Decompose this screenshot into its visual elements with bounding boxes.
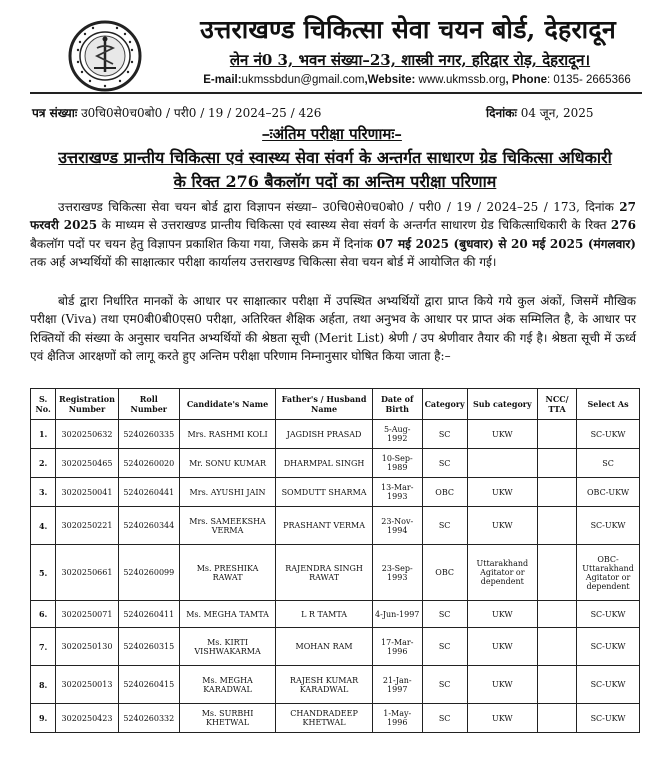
col-header-sno: S. No. <box>31 389 56 420</box>
cell-select-as: OBC-Uttarakhand Agitator or dependent <box>577 545 640 601</box>
cell-father: JAGDISH PRASAD <box>276 420 373 449</box>
cell-subcategory: UKW <box>467 478 537 507</box>
cell-sno: 6. <box>31 601 56 628</box>
cell-select-as: SC-UKW <box>577 628 640 666</box>
cell-registration: 3020250632 <box>56 420 118 449</box>
table-row <box>31 601 640 628</box>
cell-dob: 10-Sep-1989 <box>372 449 422 478</box>
cell-roll: 5240260344 <box>118 507 179 545</box>
cell-dob: 1-May-1996 <box>372 704 422 733</box>
cell-category: OBC <box>422 545 467 601</box>
cell-subcategory <box>467 449 537 478</box>
cell-sno: 8. <box>31 666 56 704</box>
table-row <box>31 449 640 478</box>
cell-registration: 3020250071 <box>56 601 118 628</box>
cell-sno: 2. <box>31 449 56 478</box>
cell-dob: 5-Aug-1992 <box>372 420 422 449</box>
cell-select-as: SC-UKW <box>577 420 640 449</box>
cell-ncc-tta <box>537 666 576 704</box>
table-row <box>31 545 640 601</box>
cell-select-as: SC-UKW <box>577 507 640 545</box>
cell-registration: 3020250130 <box>56 628 118 666</box>
cell-subcategory: UKW <box>467 666 537 704</box>
cell-category: SC <box>422 449 467 478</box>
subject-line-1: उत्तराखण्ड प्रान्तीय चिकित्सा एवं स्वास्थ्य सेवा संवर्ग के अन्तर्गत साधारण ग्रेड चिकित्सा अधिकारी <box>58 148 612 167</box>
cell-candidate: Ms. PRESHIKA RAWAT <box>179 545 275 601</box>
cell-registration: 3020250013 <box>56 666 118 704</box>
cell-ncc-tta <box>537 545 576 601</box>
cell-father: RAJESH KUMAR KARADWAL <box>276 666 373 704</box>
board-emblem-logo <box>68 20 142 92</box>
cell-subcategory: UKW <box>467 628 537 666</box>
cell-roll: 5240260020 <box>118 449 179 478</box>
cell-sno: 5. <box>31 545 56 601</box>
col-header-registration: Registration Number <box>56 389 118 420</box>
cell-candidate: Mr. SONU KUMAR <box>179 449 275 478</box>
cell-registration: 3020250661 <box>56 545 118 601</box>
cell-father: RAJENDRA SINGH RAWAT <box>276 545 373 601</box>
table-row <box>31 478 640 507</box>
para1-text-1: उत्तराखण्ड चिकित्सा सेवा चयन बोर्ड द्वारा विज्ञापन संख्या– उ0चि0से0च0बो0 / परी0 / 19 / 2024–25 / 173, दिनांक <box>58 200 620 214</box>
cell-ncc-tta <box>537 507 576 545</box>
results-table-body <box>31 420 640 733</box>
cell-roll: 5240260099 <box>118 545 179 601</box>
para1-text-4: तक अर्ह अभ्यर्थियों की साक्षात्कार परीक्षा कार्यालय उत्तराखण्ड चिकित्सा सेवा चयन बोर्ड में आयोजित की गई। <box>30 254 497 269</box>
cell-subcategory: UKW <box>467 420 537 449</box>
col-header-dob: Date of Birth <box>372 389 422 420</box>
cell-subcategory: Uttarakhand Agitator or dependent <box>467 545 537 601</box>
cell-select-as: SC-UKW <box>577 666 640 704</box>
cell-father: SOMDUTT SHARMA <box>276 478 373 507</box>
cell-roll: 5240260335 <box>118 420 179 449</box>
cell-ncc-tta <box>537 478 576 507</box>
cell-father: MOHAN RAM <box>276 628 373 666</box>
para1-text-3: बैकलॉग पदों पर चयन हेतु विज्ञापन प्रकाशित किया गया, जिसके क्रम में दिनांक <box>30 236 377 251</box>
letter-number <box>32 104 321 121</box>
cell-father: DHARMPAL SINGH <box>276 449 373 478</box>
subject-line-2: के रिक्त 276 बैकलॉग पदों का अन्तिम परीक्षा परिणाम <box>173 172 497 191</box>
email-link[interactable]: ukmssbdun@gmail.com <box>241 74 365 86</box>
col-header-category: Category <box>422 389 467 420</box>
cell-sno: 3. <box>31 478 56 507</box>
contact-line <box>182 74 652 86</box>
col-header-select-as: Select As <box>577 389 640 420</box>
cell-category: OBC <box>422 478 467 507</box>
cell-category: SC <box>422 420 467 449</box>
cell-dob: 17-Mar-1996 <box>372 628 422 666</box>
cell-registration: 3020250465 <box>56 449 118 478</box>
cell-select-as: SC-UKW <box>577 601 640 628</box>
cell-ncc-tta <box>537 601 576 628</box>
col-header-candidate: Candidate's Name <box>179 389 275 420</box>
cell-roll: 5240260315 <box>118 628 179 666</box>
para1-bold-interview-dates: 07 मई 2025 (बुधवार) से 20 मई 2025 (मंगलवार) <box>376 236 636 251</box>
cell-subcategory: UKW <box>467 507 537 545</box>
cell-candidate: Ms. SURBHI KHETWAL <box>179 704 275 733</box>
col-header-subcategory: Sub category <box>467 389 537 420</box>
cell-category: SC <box>422 601 467 628</box>
cell-roll: 5240260441 <box>118 478 179 507</box>
para1-bold-count: 276 <box>610 218 636 233</box>
cell-candidate: Ms. MEGHA KARADWAL <box>179 666 275 704</box>
website-link[interactable]: www.ukmssb.org <box>415 74 506 86</box>
letter-date <box>486 104 594 121</box>
cell-ncc-tta <box>537 449 576 478</box>
cell-registration: 3020250423 <box>56 704 118 733</box>
result-heading: –ःअंतिम परीक्षा परिणामः– <box>262 125 402 143</box>
cell-sno: 4. <box>31 507 56 545</box>
phone-number: : 0135- 2665366 <box>547 74 631 86</box>
cell-candidate: Ms. MEGHA TAMTA <box>179 601 275 628</box>
header-divider <box>30 92 642 94</box>
table-row <box>31 704 640 733</box>
para1-text-2: के माध्यम से उत्तराखण्ड प्रान्तीय चिकित्सा एवं स्वास्थ्य सेवा संवर्ग के अन्तर्गत साधारण ग्रेड चिकित्साधिकारी के रिक्त <box>97 218 611 233</box>
email-label: E-mail: <box>203 74 242 86</box>
cell-ncc-tta <box>537 704 576 733</box>
cell-candidate: Mrs. SAMEEKSHA VERMA <box>179 507 275 545</box>
cell-subcategory: UKW <box>467 601 537 628</box>
cell-sno: 7. <box>31 628 56 666</box>
para1-bold-date: 27 फरवरी 2025 <box>30 200 636 233</box>
col-header-ncc-tta: NCC/ TTA <box>537 389 576 420</box>
cell-select-as: SC-UKW <box>577 704 640 733</box>
cell-father: CHANDRADEEP KHETWAL <box>276 704 373 733</box>
cell-registration: 3020250221 <box>56 507 118 545</box>
cell-candidate: Mrs. AYUSHI JAIN <box>179 478 275 507</box>
cell-roll: 5240260332 <box>118 704 179 733</box>
table-row <box>31 507 640 545</box>
cell-ncc-tta <box>537 420 576 449</box>
cell-father: L R TAMTA <box>276 601 373 628</box>
letter-date-label: दिनांकः <box>486 106 517 120</box>
letter-number-value: उ0चि0से0च0बो0 / परी0 / 19 / 2024–25 / 426 <box>77 106 322 120</box>
cell-dob: 13-Mar-1993 <box>372 478 422 507</box>
cell-roll: 5240260411 <box>118 601 179 628</box>
table-row <box>31 420 640 449</box>
cell-dob: 4-Jun-1997 <box>372 601 422 628</box>
cell-father: PRASHANT VERMA <box>276 507 373 545</box>
cell-category: SC <box>422 507 467 545</box>
cell-dob: 23-Sep-1993 <box>372 545 422 601</box>
table-header-row <box>31 389 640 420</box>
website-label: ,Website: <box>364 74 416 86</box>
cell-candidate: Mrs. RASHMI KOLI <box>179 420 275 449</box>
letter-date-value: 04 जून, 2025 <box>516 106 594 120</box>
cell-select-as: SC <box>577 449 640 478</box>
cell-category: SC <box>422 704 467 733</box>
paragraph-advertisement <box>30 198 636 271</box>
cell-candidate: Ms. KIRTI VISHWAKARMA <box>179 628 275 666</box>
organization-title: उत्तराखण्ड चिकित्सा सेवा चयन बोर्ड, देहरादून <box>200 15 616 44</box>
col-header-father: Father's / Husband Name <box>276 389 373 420</box>
cell-sno: 9. <box>31 704 56 733</box>
cell-category: SC <box>422 666 467 704</box>
col-header-roll: Roll Number <box>118 389 179 420</box>
letter-number-label: पत्र संख्याः <box>32 106 78 120</box>
table-row <box>31 666 640 704</box>
phone-label: , Phone <box>505 74 547 86</box>
organization-address: लेन नं0 3, भवन संख्या–23, शास्त्री नगर, हरिद्वार रोड़, देहरादून। <box>229 51 591 69</box>
cell-dob: 23-Nov-1994 <box>372 507 422 545</box>
cell-roll: 5240260415 <box>118 666 179 704</box>
cell-select-as: OBC-UKW <box>577 478 640 507</box>
cell-category: SC <box>422 628 467 666</box>
cell-registration: 3020250041 <box>56 478 118 507</box>
cell-sno: 1. <box>31 420 56 449</box>
cell-subcategory: UKW <box>467 704 537 733</box>
paragraph-merit-basis: बोर्ड द्वारा निर्धारित मानकों के आधार पर साक्षात्कार परीक्षा में उपस्थित अभ्यर्थियों द्वारा प्राप्त किये गये कुल अंकों, जिसमें मौखिक परीक्षा (Viva) तथा एम0बी0बी0एस0 परीक्षा, अतिरिक्त शैक्षिक अर्हता, तथा अनुभव के आधार पर प्राप्त अंक सम्मिलित है, के आधार पर रिक्तियों की संख्या के अनुसार चयनित अभ्यर्थियों की श्रेष्ठता सूची (Merit List) श्रेणी / उप श्रेणीवार तैयार की गई है। श्रेष्ठता सूची में ऊर्ध्व एवं क्षैतिज आरक्षणों को लागू करते हुए अन्तिम परीक्षा परिणाम निम्नानुसार घोषित किया जाता है:– <box>30 294 636 363</box>
table-row <box>31 628 640 666</box>
cell-dob: 21-Jan-1997 <box>372 666 422 704</box>
results-table <box>30 388 640 733</box>
cell-ncc-tta <box>537 628 576 666</box>
